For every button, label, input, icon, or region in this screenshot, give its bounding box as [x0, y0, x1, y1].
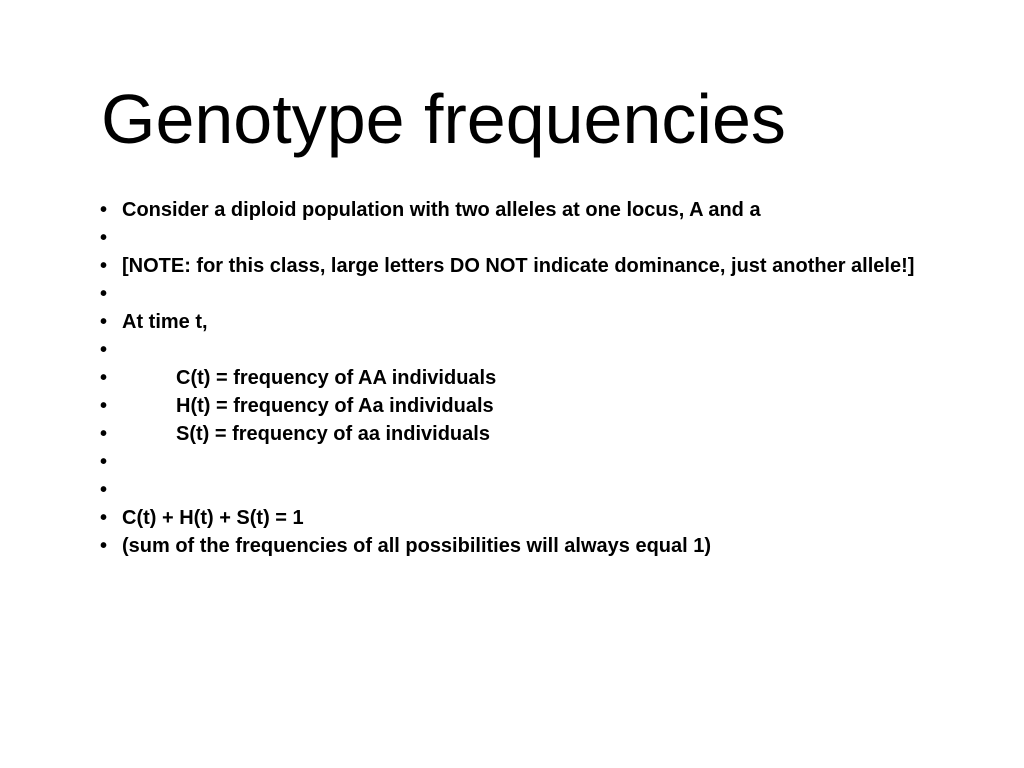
bullet-item [100, 393, 920, 419]
bullet-text: • S(t) = frequency of aa individuals [176, 423, 490, 445]
bullet-item [100, 281, 920, 307]
bullet-text: • H(t) = frequency of Aa individuals [176, 395, 494, 417]
bullet-item [100, 309, 920, 335]
bullet-text: • C(t) = frequency of AA individuals [176, 367, 497, 389]
bullet-item [100, 533, 920, 559]
bullet-text: • [NOTE: for this class, large letters DO NOT indicate dominance, just another allele!] [122, 255, 915, 277]
bullet-item [100, 365, 920, 391]
bullet-item [100, 477, 920, 503]
slide-title: Genotype frequencies [101, 80, 786, 158]
bullet-item [100, 225, 920, 251]
bullet-item [100, 253, 920, 279]
bullet-text: • Consider a diploid population with two alleles at one locus, A and a [122, 199, 761, 221]
bullet-list [100, 197, 920, 561]
bullet-item [100, 505, 920, 531]
bullet-item [100, 421, 920, 447]
bullet-item [100, 337, 920, 363]
bullet-text: • At time t, [122, 311, 208, 333]
bullet-text: • (sum of the frequencies of all possibilities will always equal 1) [122, 535, 712, 557]
bullet-item [100, 449, 920, 475]
bullet-item [100, 197, 920, 223]
bullet-text: • C(t) + H(t) + S(t) = 1 [122, 507, 304, 529]
